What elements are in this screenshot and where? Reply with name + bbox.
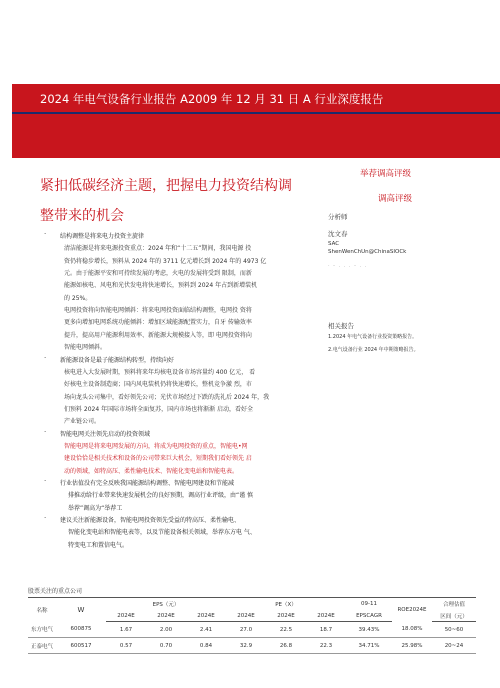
paragraph-line: 举荐”调高为“举荐工 xyxy=(68,504,123,512)
section-heading: 建议关注新能源设备，智能电网投资领先受益的特高压、柔性输电、 xyxy=(60,517,241,525)
cell-value: 27.0 xyxy=(226,622,266,638)
paragraph-line: 排推动给行业带来快速发展机会的良好预期，调高行业评级，由“谨 慎 xyxy=(68,492,254,500)
paragraph-line: 产业链公司。 xyxy=(64,418,101,426)
rating-secondary: 调高评级 xyxy=(378,194,413,204)
cell-value: 25.98% xyxy=(392,638,432,654)
bullet-marker: · xyxy=(44,427,47,436)
paragraph-line: 好核电主设备制造商；国内风电装机仍将快速增长，整机竞争激 烈，市 xyxy=(64,381,252,389)
paragraph-line: 动的领域，如特高压、柔性输电技术、智能化变电站和智能电表。 xyxy=(64,467,239,475)
paragraph-line: 们预料 2024 年国际市场将全面复苏，国内市场也将渐渐 启动，看好全 xyxy=(64,405,253,413)
faint-text: · - . . . - . . xyxy=(328,263,368,269)
col-name: 名称 xyxy=(36,607,48,614)
cell-value: 34.71% xyxy=(346,638,392,654)
paragraph-line: 特变电工和置信电气。 xyxy=(68,541,129,549)
bullet-marker: · xyxy=(44,477,47,485)
headline xyxy=(40,171,302,231)
paragraph-line: 元。由于能源平安和可持续发展的考虑，火电的发展将受到 限制，而新 xyxy=(64,270,252,278)
analyst-email[interactable]: ShenWenChUn@ChinaSIOCk xyxy=(328,249,407,255)
col-eps-cagr: EPSCAGR xyxy=(346,610,392,622)
table-title: 股票关注的重点公司 xyxy=(28,588,83,595)
col-roe: ROE2024E xyxy=(397,606,427,613)
col-code: W xyxy=(77,605,85,614)
table-row xyxy=(28,638,476,654)
cell-value: 1.67 xyxy=(106,622,146,638)
paragraph-line: 建设恰恰是相关技术和设备的公司带来巨大机会，短期我们看好领先 启 xyxy=(64,455,252,463)
cell-value: 0.57 xyxy=(106,638,146,654)
col-09-11: 09-11 xyxy=(361,601,377,607)
related-report-item[interactable]: 2.电气设备行业 2024 年中期策略报告。 xyxy=(328,347,419,353)
bullet-marker: · xyxy=(44,514,47,523)
paragraph-line: 的 25%。 xyxy=(64,294,92,302)
paragraph-line: 能源如核电、风电和光伏发电将快速增长，预料到 2024 年占到新增装机 xyxy=(64,282,258,290)
paragraph-line: 智能电网倾斜。 xyxy=(64,344,107,352)
col-range: 区间（元） xyxy=(432,610,476,622)
cell-value: 39.43% xyxy=(346,622,392,638)
cell-name: 东方电气 xyxy=(28,622,56,638)
cell-value: 2.41 xyxy=(186,622,226,638)
col-year: 2024E xyxy=(186,610,226,622)
paragraph-line: 核电进入大发展时期，预料将来年均核电设备市场容量约 400 亿元， 看 xyxy=(64,368,256,376)
bullet-marker: · xyxy=(44,230,47,238)
col-eps: EPS（元） xyxy=(152,602,180,608)
header-divider xyxy=(12,112,500,114)
cell-value: 26.8 xyxy=(266,638,306,654)
cell-name: 正泰电气 xyxy=(28,638,56,654)
cell-value: 18.08% xyxy=(392,622,432,638)
section-heading: 新能源设备是最子能源结构转型，持续向好 xyxy=(60,356,175,364)
col-target: 合理估值 xyxy=(442,602,465,608)
report-title: 2024 年电气设备行业报告 A2009 年 12 月 31 日 A 行业深度报告 xyxy=(40,92,384,106)
paragraph-line: 清洁能源是将来电源投资重点：2024 年和“十二五”期间，我国电源 投 xyxy=(64,245,252,253)
table-header-row xyxy=(28,598,476,611)
headline-line-1: 紧扣低碳经济主题，把握电力投资结构调 xyxy=(40,178,292,194)
related-reports-label: 相关报告 xyxy=(328,322,354,330)
paragraph-line: 资仍将稳步增长，预料从 2024 年的 3711 亿元增长到 2024 年的 4973 亿 xyxy=(64,257,267,265)
analyst-name: 沈文春 xyxy=(328,230,348,238)
cell-value: 0.70 xyxy=(146,638,186,654)
cell-value: 22.3 xyxy=(306,638,346,654)
related-report-item[interactable]: 1.2024 年电气设备行业投资策略报告。 xyxy=(328,334,418,340)
rating-primary: 举荐调高评级 xyxy=(360,169,412,179)
cell-code: 600517 xyxy=(56,638,106,654)
cell-value: 22.5 xyxy=(266,622,306,638)
table-row xyxy=(28,622,476,638)
cell-code: 600875 xyxy=(56,622,106,638)
headline-line-2: 整带来的机会 xyxy=(40,208,124,224)
col-year: 2024E xyxy=(226,610,266,622)
paragraph-line: 电网投资将向智能电网倾斜：将来电网投资面临结构调整，电网投 资将 xyxy=(64,307,252,315)
cell-value: 2.00 xyxy=(146,622,186,638)
bullet-marker: · xyxy=(44,353,47,362)
col-year: 2024E xyxy=(106,610,146,622)
paragraph-line: 场向龙头公司集中，看好领先公司；光伏市场经过下跌的洗礼后 2024 年，我 xyxy=(64,393,270,401)
analyst-cert: SAC xyxy=(328,241,340,247)
section-heading: 行业估值没有完全反映我国能源结构调整、智能电网建设和节能减 xyxy=(60,480,235,487)
paragraph-line: 智能化变电站和智能电表等，以及节能设备相关领域，举荐东方电 气、 xyxy=(68,529,256,537)
col-pe: PE（X） xyxy=(275,602,297,608)
cell-value: 20~24 xyxy=(432,638,476,654)
cell-value: 32.9 xyxy=(226,638,266,654)
col-year: 2024E xyxy=(266,610,306,622)
cell-value: 0.84 xyxy=(186,638,226,654)
cell-value: 50~60 xyxy=(432,622,476,638)
paragraph-line: 更多向增加电网系统功能倾斜：增加区域能源配置实力，自牙 传输效率 xyxy=(64,319,252,327)
paragraph-line: 智能电网是将来电网发展的方向，将成为电网投资的重点，智能电•网 xyxy=(64,442,248,450)
col-year: 2024E xyxy=(146,610,186,622)
paragraph-line: 提升，提高用户能源利用效率、新能源大规模接入等，即 电网投资将向 xyxy=(64,331,252,339)
stock-table xyxy=(28,597,476,654)
analyst-label: 分析师 xyxy=(328,213,348,221)
section-heading: 智能电网关注领先启动的投资领域 xyxy=(60,430,151,438)
col-year: 2024E xyxy=(306,610,346,622)
cell-value: 18.7 xyxy=(306,622,346,638)
section-heading: 结构调整是将来电力投资主旋律 xyxy=(60,233,145,240)
